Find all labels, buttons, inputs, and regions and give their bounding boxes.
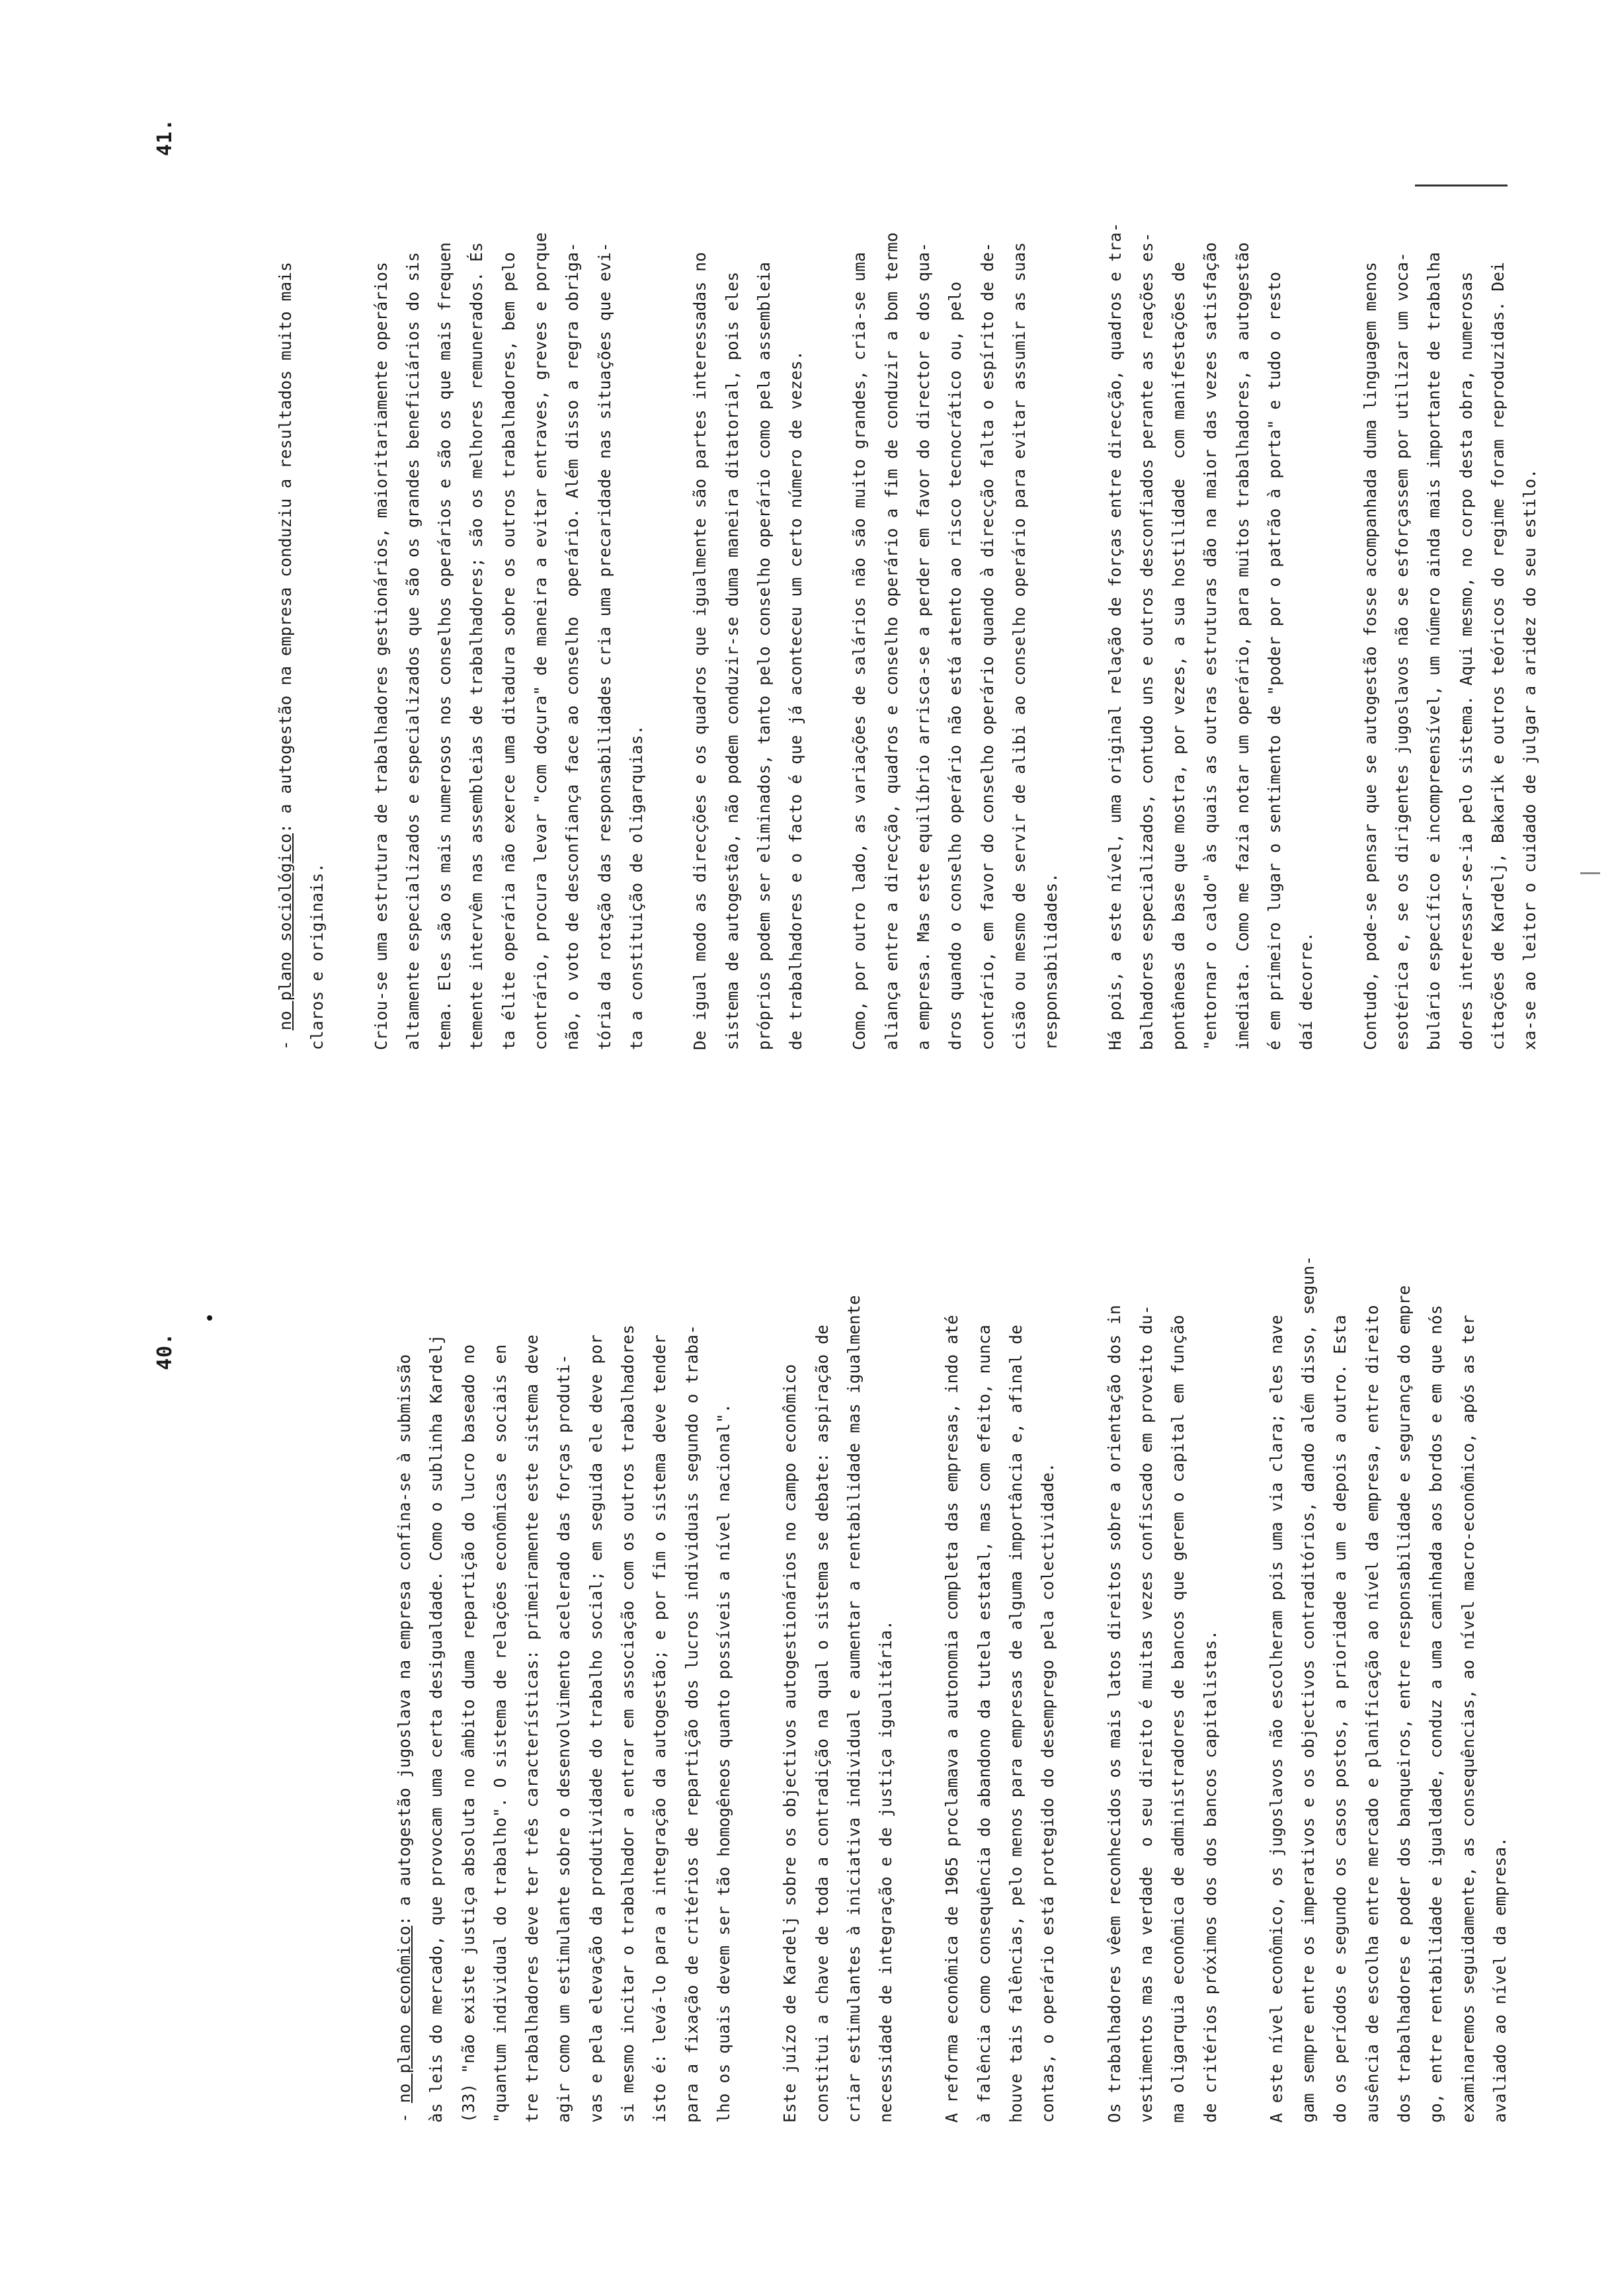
text-line: altamente especializados e especializados que são os grandes beneficiários do sis (403, 252, 422, 1050)
text-line: gam sempre entre os imperativos e os objectivos contraditórios, dando além disso, segun- (1299, 1255, 1318, 2123)
text-line: imediata. Como me fazia notar um operário, para muitos trabalhadores, a autogestão (1232, 242, 1252, 1050)
body-text (389, 1204, 1550, 2123)
paragraph (270, 131, 334, 1050)
text-line: sistema de autogestão, não podem conduzir-se duma maneira ditatorial, pois eles (722, 271, 742, 1050)
text-line: - no plano sociológico: a autogestão na empresa conduziu a resultados muito mais (276, 261, 295, 1050)
text-line: criar estimulantes à iniciativa individual e aumentar a rentabilidade mas igualmente (844, 1295, 864, 2123)
text-line: de critérios próximos dos dos bancos capitalistas. (1200, 1629, 1220, 2123)
text-line: "quantum individual do trabalho". O sistema de relações econômicas e sociais en (490, 1344, 510, 2123)
text-line: - no plano econômico: a autogestão jugoslava na empresa confina-se à submissão (395, 1354, 414, 2123)
paragraph (684, 131, 812, 1050)
text-line: agir como um estimulante sobre o desenvolvimento acelerado das forças produti- (554, 1354, 574, 2123)
text-line: às leis do mercado, que provocam uma certa desigualdade. Como o sublinha Kardelj (426, 1334, 446, 2123)
text-line: aliança entre a direcção, quadros e conselho operário a fim de conduzir a bom termo (881, 232, 901, 1050)
paragraph (1100, 131, 1323, 1050)
text-line: Há pois, a este nível, uma original relação de forças entre direcção, quadros e tra- (1105, 222, 1125, 1050)
text-line: ta élite operária não exerce uma ditadura sobre os outros trabalhadores, bem pelo (499, 252, 518, 1050)
text-line: (33) "não existe justiça absoluta no âmbito duma repartição do lucro baseado no (458, 1344, 478, 2123)
text-line: xa-se ao leitor o cuidado de julgar a aridez do seu estilo. (1520, 468, 1540, 1050)
text-line: examinaremos seguidamente, as consequências, ao nível macro-econômico, após as ter (1458, 1315, 1478, 2123)
text-line: ma oligarquia econômica de administradores de bancos que gerem o capital em função (1168, 1315, 1188, 2123)
text-line: Como, por outro lado, as variações de salários não são muito grandes, cria-se uma (850, 252, 869, 1050)
text-line: isto é: levá-lo para a integração da autogestão; e por fim o sistema deve tender (650, 1334, 670, 2123)
text-line: a empresa. Mas este equilíbrio arrisca-se a perder em favor do director e dos qua- (914, 242, 934, 1050)
text-line: Contudo, pode-se pensar que se autogestão fosse acompanhada duma linguagem menos (1360, 261, 1380, 1050)
paragraph (936, 1204, 1064, 2123)
text-line: para a fixação de critérios de repartição dos lucros individuais segundo o traba- (682, 1325, 702, 2123)
text-line: De igual modo as direcções e os quadros que igualmente são partes interessadas no (690, 252, 710, 1050)
text-line: claros e originais. (307, 862, 327, 1050)
text-line: balhadores especializados, contudo uns e outros desconfiados perante as reações es- (1137, 232, 1156, 1050)
text-line: houve tais falências, pelo menos para empresas de alguma importância e, afinal de (1006, 1325, 1026, 2123)
text-line: próprios podem ser eliminados, tanto pelo conselho operário como pela assembleia (754, 261, 774, 1050)
text-line: contrário, em favor do conselho operário quando à direcção falta o espírito de de- (977, 242, 997, 1050)
text-line: vas e pela elevação da produtividade do trabalho social; em seguida ele deve por (586, 1334, 606, 2123)
text-line: lho os quais devem ser tão homogêneos quanto possíveis a nível nacional". (713, 1403, 733, 2123)
text-line: "entornar o caldo" às quais as outras estruturas dão na maior das vezes satisfação (1201, 242, 1221, 1050)
text-line: à falência como consequência do abandono da tutela estatal, mas com efeito, nunca (974, 1325, 994, 2123)
text-line: si mesmo incitar o trabalhador a entrar em associação com os outros trabalhadores (618, 1325, 638, 2123)
text-line: contas, o operário está protegido do desemprego pela colectividade. (1038, 1462, 1058, 2123)
page-number: 40. (153, 1332, 177, 1370)
section-heading: no plano sociológico (276, 833, 295, 1031)
page-number: 41. (153, 118, 177, 156)
text-line: vestimentos mas na verdade o seu direito é muitas vezes confiscado em proveito du- (1136, 1305, 1156, 2123)
text-line: temente intervêm nas assembleias de trabalhadores; são os melhores remunerados. És (467, 242, 487, 1050)
text-line: Os trabalhadores vêem reconhecidos os mais latos direitos sobre a orientação dos in (1104, 1305, 1124, 2123)
text-line: tória da rotação das responsabilidades cria uma precaridade nas situações que evi- (594, 242, 614, 1050)
text-line: dros quando o conselho operário não está atento ao risco tecnocrático ou, pelo (945, 281, 965, 1050)
text-line: A reforma econômica de 1965 proclamava a autonomia completa das empresas, indo até (942, 1315, 962, 2123)
text-line: tre trabalhadores deve ter três características: primeiramente este sistema deve (522, 1334, 542, 2123)
paragraph (1355, 131, 1547, 1050)
text-line: não, o voto de desconfiança face ao conselho operário. Além disso a regra obriga- (563, 242, 583, 1050)
text-line: do os períodos e segundo os casos postos, a prioridade a um e depois a outro. Esta (1330, 1315, 1350, 2123)
text-line: pontâneas da base que mostra, por vezes, a sua hostilidade com manifestações de (1169, 261, 1189, 1050)
ink-dot (207, 1315, 212, 1321)
text-line: Criou-se uma estrutura de trabalhadores gestionários, maioritariamente operários (371, 261, 391, 1050)
text-line: avaliado ao nível da empresa. (1490, 1836, 1509, 2123)
paragraph (389, 1204, 740, 2123)
text-line: bulário específico e incompreensível, um número ainda mais importante de trabalha (1424, 252, 1444, 1050)
text-line: A este nível econômico, os jugoslavos não escolheram pois uma via clara; eles nave (1266, 1315, 1286, 2123)
text-line: go, entre rentabilidade e igualdade, conduz a uma caminhada aos bordos e em que nós (1426, 1305, 1446, 2123)
text-line: dores interessar-se-ia pelo sistema. Aqui mesmo, no corpo desta obra, numerosas (1456, 271, 1476, 1050)
text-line: ausência de escolha entre mercado e planificação ao nível da empresa, entre direito (1362, 1305, 1382, 2123)
text-line: esotérica e, se os dirigentes jugoslavos não se esforçassem por utilizar um voca- (1392, 252, 1412, 1050)
body-text (270, 131, 1578, 1050)
text-line: cisão ou mesmo de servir de alibi ao conselho operário para evitar assumir as suas (1009, 242, 1029, 1050)
text-line: citações de Kardelj, Bakarik e outros teóricos do regime foram reproduzidas. Dei (1488, 261, 1508, 1050)
text-line: é em primeiro lugar o sentimento de "poder por o patrão à porta" e tudo o resto (1265, 271, 1285, 1050)
text-line: dos trabalhadores e poder dos banqueiros, entre responsabilidade e segurança do empre (1394, 1285, 1414, 2123)
paragraph (1099, 1204, 1226, 2123)
text-line: daí decorre. (1297, 932, 1316, 1050)
paragraph (1261, 1204, 1516, 2123)
paragraph (774, 1204, 902, 2123)
left-page (0, 1148, 1608, 2296)
text-line: Este juízo de Kardelj sobre os objectivos autogestionários no campo econômico (780, 1364, 800, 2123)
paragraph (366, 131, 653, 1050)
text-line: contrário, procura levar "com doçura" de maneira a evitar entraves, greves e porque (531, 232, 551, 1050)
text-line: tema. Eles são os mais numerosos nos conselhos operários e são os que mais frequen (435, 242, 455, 1050)
text-line: responsabilidades. (1041, 872, 1061, 1050)
text-line: necessidade de integração e de justiça igualitária. (876, 1620, 896, 2123)
text-line: de trabalhadores e o facto é que já aconteceu um certo número de vezes. (786, 350, 806, 1050)
paragraph (844, 131, 1067, 1050)
text-line: constitui a chave de toda a contradição na qual o sistema se debate: aspiração de (812, 1325, 832, 2123)
section-heading: no plano econômico (395, 1925, 414, 2104)
text-line: ta a constituição de oligarquias. (626, 725, 646, 1050)
